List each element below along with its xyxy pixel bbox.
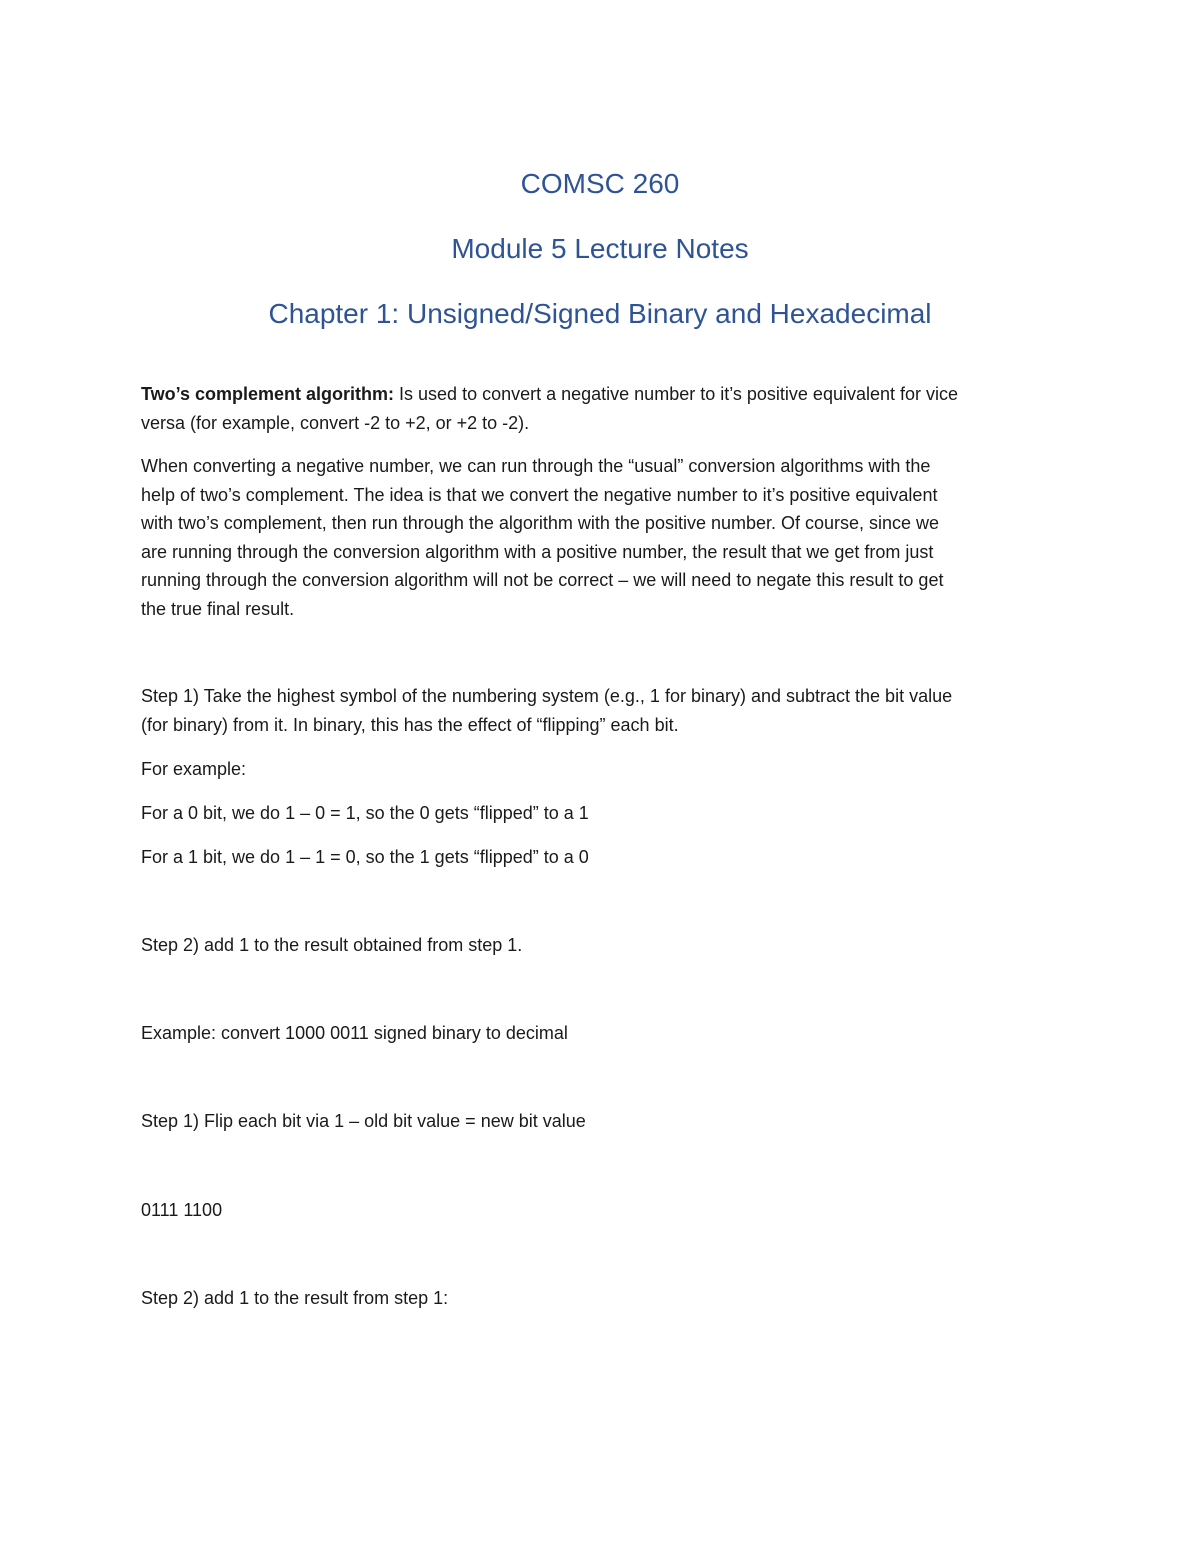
example-title: Example: convert 1000 0011 signed binary to decimal <box>141 1023 568 1043</box>
intro-line: with two’s complement, then run through the algorithm with the positive number. Of course, since we <box>141 513 940 533</box>
step2-text: Step 2) add 1 to the result obtained from step 1. <box>141 935 523 955</box>
intro-line: running through the conversion algorithm will not be correct – we will need to negate this result to get <box>141 570 944 590</box>
intro-paragraph <box>141 452 1061 623</box>
intro-line: When converting a negative number, we can run through the “usual” conversion algorithms with the <box>141 456 931 476</box>
step1-line: Step 1) Take the highest symbol of the numbering system (e.g., 1 for binary) and subtract the bit value <box>141 686 953 706</box>
flip-zero-text: For a 0 bit, we do 1 – 0 = 1, so the 0 gets “flipped” to a 1 <box>141 803 589 823</box>
intro-line: the true final result. <box>141 598 295 619</box>
step1-paragraph <box>141 682 1061 739</box>
definition-text: Is used to convert a negative number to it’s positive equivalent for vice <box>394 384 959 404</box>
example-step2: Step 2) add 1 to the result from step 1: <box>141 1288 449 1308</box>
step1-line: (for binary) from it. In binary, this has the effect of “flipping” each bit. <box>141 714 679 735</box>
definition-term: Two’s complement algorithm: <box>141 384 395 404</box>
definition-line-1 <box>141 380 1061 409</box>
flip-one-text: For a 1 bit, we do 1 – 1 = 0, so the 1 gets “flipped” to a 0 <box>141 847 589 867</box>
definition-paragraph <box>141 380 1061 437</box>
for-example-label: For example: <box>141 759 247 779</box>
example-flipped-value: 0111 1100 <box>141 1200 223 1220</box>
intro-line: help of two’s complement. The idea is that we convert the negative number to it’s positive equivalent <box>141 484 938 505</box>
course-title: COMSC 260 <box>520 168 680 199</box>
definition-line-2: versa (for example, convert -2 to +2, or +2 to -2). <box>141 412 530 433</box>
intro-line: are running through the conversion algorithm with a positive number, the result that we get from just <box>141 541 934 562</box>
module-title: Module 5 Lecture Notes <box>451 233 749 264</box>
example-step1: Step 1) Flip each bit via 1 – old bit value = new bit value <box>141 1111 586 1131</box>
chapter-title: Chapter 1: Unsigned/Signed Binary and Hexadecimal <box>268 298 932 329</box>
